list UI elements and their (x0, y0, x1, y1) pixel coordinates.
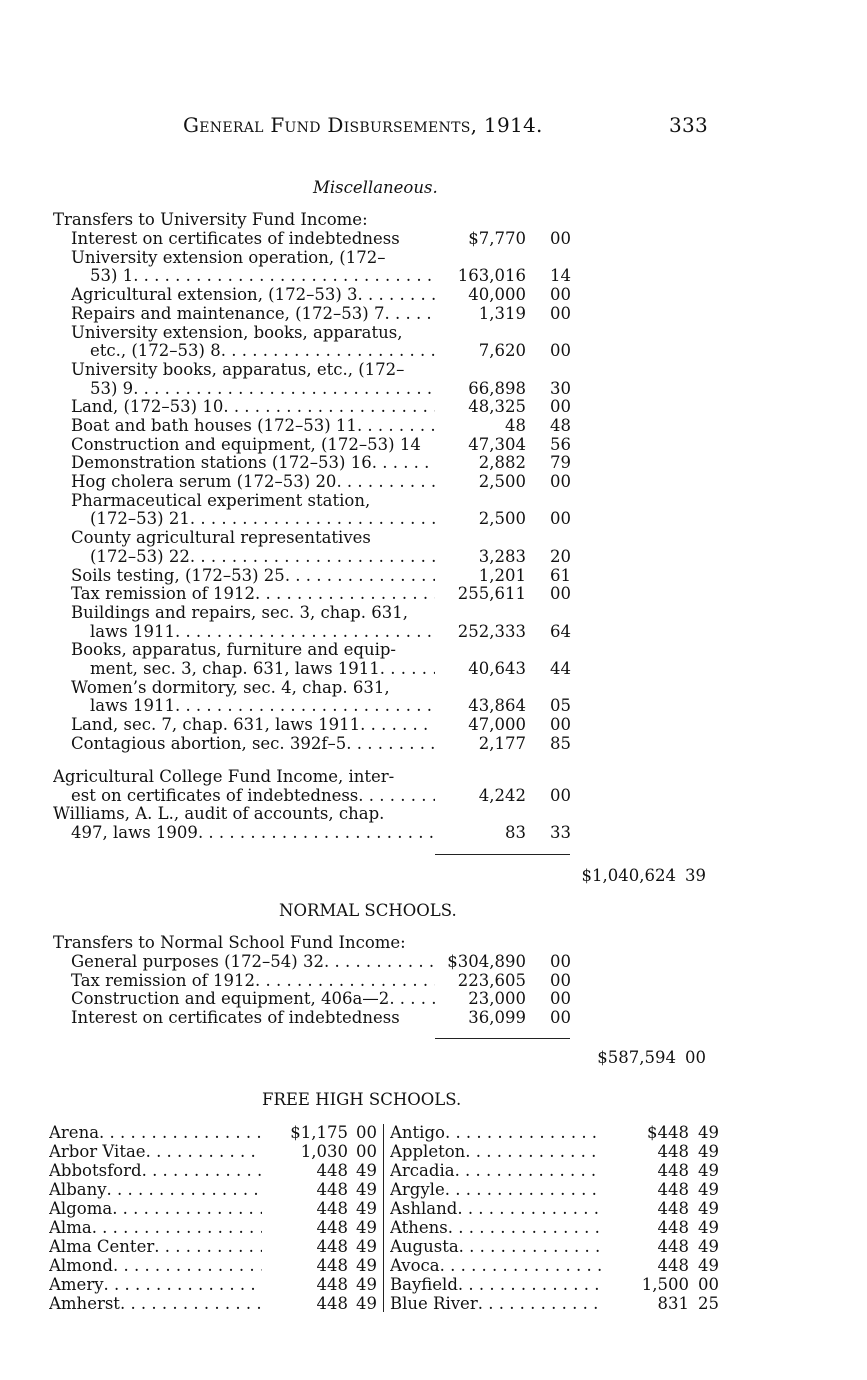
amount-cents: 05 (550, 696, 571, 716)
amount-cents: 00 (550, 509, 571, 529)
ledger-row (53, 679, 573, 716)
ledger-row (53, 768, 573, 805)
ledger-row-text (90, 548, 435, 567)
amount-cents: 00 (550, 952, 571, 971)
amount-dollars: $304,890 (447, 952, 526, 971)
ledger-row-text (53, 768, 435, 787)
school-name: Arena (49, 1124, 100, 1142)
school-amount-dollars: 448 (657, 1256, 689, 1275)
amount-dollars: $7,770 (468, 229, 526, 248)
ledger-row (53, 417, 573, 436)
ledger-row-label: Land, sec. 7, chap. 631, laws 1911 (71, 716, 361, 735)
school-name-cell (390, 1143, 602, 1162)
leader-dots (459, 1238, 602, 1257)
school-amount-cents: 49 (698, 1123, 719, 1142)
leader-dots (358, 286, 435, 305)
ledger-row-text (90, 342, 435, 361)
school-amount-cents: 49 (698, 1180, 719, 1199)
school-amount-dollars: 831 (657, 1294, 689, 1313)
amount-cents: 00 (550, 229, 571, 248)
amount-dollars: 1,201 (478, 565, 526, 585)
leader-dots (221, 342, 435, 361)
leader-dots (357, 417, 435, 436)
ledger-row (53, 529, 573, 566)
amount-cents: 79 (550, 453, 571, 473)
ledger-row-label: est on certificates of indebtedness (71, 786, 359, 805)
school-amount-cents: 49 (698, 1142, 719, 1161)
amount-cents: 20 (550, 546, 571, 566)
school-row (0, 1219, 867, 1238)
ledger-row-label: laws 1911 (90, 697, 175, 716)
amount-cents: 00 (550, 989, 571, 1009)
ledger-row (53, 735, 573, 754)
ledger-row-text (71, 436, 435, 455)
school-amount-cents: 49 (698, 1237, 719, 1256)
ledger-row-label: Repairs and maintenance, (172–53) 7 (71, 304, 385, 323)
ledger-row-text (71, 1009, 435, 1028)
school-name-cell (390, 1276, 602, 1295)
group-label-university-fund: Transfers to University Fund Income: (53, 210, 368, 229)
ledger-row-text (71, 230, 435, 249)
school-row (0, 1124, 867, 1143)
school-amount-dollars: 448 (657, 1161, 689, 1180)
school-name: Albany (49, 1181, 107, 1199)
leader-dots (336, 473, 435, 492)
normal-total-cents: 00 (685, 1048, 706, 1067)
school-name: Amery (49, 1276, 104, 1294)
leader-dots (478, 1295, 602, 1314)
school-row (0, 1181, 867, 1200)
leader-dots (324, 953, 435, 972)
amount-cents: 00 (550, 584, 571, 604)
amount-dollars: 2,882 (478, 453, 526, 473)
amount-dollars: 163,016 (457, 266, 526, 286)
school-amount-cents: 49 (356, 1294, 377, 1313)
school-amount-dollars: 448 (657, 1218, 689, 1237)
school-amount-cents: 49 (356, 1256, 377, 1275)
school-row (0, 1143, 867, 1162)
school-amount-dollars: $448 (647, 1123, 689, 1142)
ledger-row-text (71, 529, 435, 548)
amount-cents: 00 (550, 397, 571, 417)
school-amount-dollars: 448 (316, 1275, 348, 1294)
ledger-row-text (90, 660, 435, 679)
ledger-row-text (71, 454, 435, 473)
school-amount-cents: 49 (698, 1161, 719, 1180)
ledger-row-text (71, 679, 435, 698)
leader-dots (448, 1219, 602, 1238)
ledger-row-label: 497, laws 1909 (71, 824, 198, 843)
leader-dots (133, 267, 435, 286)
ledger-row (53, 641, 573, 678)
leader-dots (255, 585, 435, 604)
school-amount-dollars: 1,500 (641, 1275, 689, 1294)
ledger-row-label: (172–53) 21 (90, 510, 190, 529)
ledger-row-text (71, 492, 435, 511)
subtotal-rule (435, 854, 570, 855)
ledger-row-text (71, 286, 435, 305)
ledger-row-text (71, 735, 435, 754)
ledger-row-label: Interest on certificates of indebtedness (71, 1009, 400, 1028)
ledger-row-label: Land, (172–53) 10 (71, 398, 224, 417)
school-amount-cents: 00 (698, 1275, 719, 1294)
ledger-row (53, 324, 573, 361)
ledger-row (53, 953, 573, 972)
ledger-row-label: Construction and equipment, (172–53) 14 (71, 435, 421, 454)
school-amount-dollars: 448 (316, 1199, 348, 1218)
ledger-row (53, 716, 573, 735)
amount-cents: 14 (550, 266, 571, 286)
amount-dollars: 255,611 (457, 584, 526, 604)
school-amount-cents: 49 (698, 1256, 719, 1275)
leader-dots (190, 548, 435, 567)
ledger-row-label: General purposes (172–54) 32 (71, 953, 324, 971)
school-amount-dollars: 448 (657, 1180, 689, 1199)
school-amount-cents: 49 (356, 1199, 377, 1218)
school-amount-cents: 49 (356, 1218, 377, 1237)
school-amount-dollars: 448 (316, 1218, 348, 1237)
leader-dots (389, 990, 435, 1009)
leader-dots (372, 454, 435, 473)
ledger-row-label: (172–53) 22 (90, 547, 190, 566)
ledger-row (53, 972, 573, 991)
ledger-row-label: University extension operation, (172– (71, 248, 386, 267)
school-name: Bayfield (390, 1276, 458, 1294)
school-name: Argyle (390, 1181, 445, 1199)
amount-dollars: 36,099 (468, 1008, 526, 1028)
ledger-row-text (71, 324, 435, 343)
amount-dollars: 40,643 (468, 659, 526, 679)
misc-total-dollars: $1,040,624 (581, 866, 676, 885)
school-name: Amherst (49, 1295, 120, 1313)
ledger-row (53, 567, 573, 586)
ledger-row-text (90, 510, 435, 529)
ledger-row-text (71, 641, 435, 660)
ledger-row (53, 436, 573, 455)
school-row (0, 1295, 867, 1314)
ledger-row (53, 249, 573, 286)
misc-total-cents: 39 (685, 866, 706, 885)
leader-dots (198, 824, 435, 843)
ledger-row (53, 286, 573, 305)
leader-dots (455, 1162, 602, 1181)
school-name: Blue River (390, 1295, 478, 1313)
ledger-row-text (71, 398, 435, 417)
ledger-row (53, 398, 573, 417)
leader-dots (465, 1143, 602, 1162)
ledger-row-label: laws 1911 (90, 622, 175, 641)
ledger-row-text (53, 805, 435, 824)
page-title: General Fund Disbursements, 1914. (183, 113, 543, 137)
leader-dots (457, 1200, 602, 1219)
ledger-row (53, 805, 573, 842)
school-amount-dollars: 448 (316, 1256, 348, 1275)
school-row (0, 1162, 867, 1181)
school-name-cell (390, 1162, 602, 1181)
school-name-cell (390, 1238, 602, 1257)
amount-cents: 33 (550, 823, 571, 843)
amount-dollars: 3,283 (478, 546, 526, 566)
school-amount-dollars: 448 (316, 1294, 348, 1313)
normal-subtotal-rule (435, 1038, 570, 1039)
amount-cents: 00 (550, 472, 571, 492)
ledger-row (53, 361, 573, 398)
ledger-row-label: Soils testing, (172–53) 25 (71, 566, 285, 585)
school-amount-dollars: 448 (316, 1180, 348, 1199)
leader-dots (175, 623, 435, 642)
amount-dollars: 43,864 (468, 696, 526, 716)
leader-dots (458, 1276, 602, 1295)
leader-dots (358, 787, 435, 806)
section-heading-miscellaneous: Miscellaneous. (313, 178, 438, 197)
amount-dollars: 23,000 (468, 989, 526, 1009)
amount-cents: 44 (550, 659, 571, 679)
ledger-row-label: University extension, books, apparatus, (71, 323, 403, 342)
ledger-row (53, 492, 573, 529)
ledger-row (53, 990, 573, 1009)
ledger-row-label: Interest on certificates of indebtedness (71, 230, 400, 248)
ledger-row (53, 454, 573, 473)
school-amount-cents: 49 (698, 1218, 719, 1237)
leader-dots (380, 660, 435, 679)
leader-dots (384, 305, 435, 324)
school-amount-cents: 00 (356, 1142, 377, 1161)
leader-dots (440, 1257, 602, 1276)
ledger-row-label: 53) 1 (90, 267, 134, 286)
school-name: Alma Center (49, 1238, 155, 1256)
ledger-row-label: etc., (172–53) 8 (90, 342, 221, 361)
ledger-row-text (71, 953, 435, 972)
leader-dots (190, 510, 435, 529)
leader-dots (360, 716, 435, 735)
amount-cents: 00 (550, 341, 571, 361)
normal-total-dollars: $587,594 (597, 1048, 676, 1067)
ledger-row-text (71, 361, 435, 380)
amount-dollars: 2,500 (478, 509, 526, 529)
amount-dollars: 2,500 (478, 472, 526, 492)
amount-dollars: 252,333 (457, 621, 526, 641)
amount-dollars: 47,304 (468, 434, 526, 454)
ledger-row-label: ment, sec. 3, chap. 631, laws 1911 (90, 660, 380, 679)
ledger-row-label: University books, apparatus, etc., (172– (71, 360, 405, 379)
page-number: 333 (669, 113, 709, 137)
amount-cents: 00 (550, 303, 571, 323)
leader-dots (175, 697, 435, 716)
section-heading-normal-schools: NORMAL SCHOOLS. (279, 901, 457, 920)
school-amount-cents: 00 (356, 1123, 377, 1142)
school-amount-dollars: 448 (657, 1199, 689, 1218)
ledger-row (53, 473, 573, 492)
school-name-cell (390, 1181, 602, 1200)
school-name: Athens (390, 1219, 448, 1237)
school-row (0, 1257, 867, 1276)
ledger-row-text (90, 697, 435, 716)
school-name: Algoma (49, 1200, 113, 1218)
school-name: Almond (49, 1257, 113, 1275)
school-amount-cents: 49 (356, 1275, 377, 1294)
amount-dollars: 66,898 (468, 378, 526, 398)
ledger-row-text (71, 990, 435, 1009)
leader-dots (223, 398, 435, 417)
amount-dollars: 2,177 (478, 733, 526, 753)
ledger-row-label: Agricultural College Fund Income, inter- (53, 768, 395, 786)
amount-dollars: 48 (505, 416, 526, 435)
section-heading-free-high-schools: FREE HIGH SCHOOLS. (262, 1090, 462, 1109)
school-name: Augusta (390, 1238, 459, 1256)
ledger-row-text (71, 787, 435, 806)
amount-dollars: 223,605 (457, 970, 526, 990)
school-row (0, 1238, 867, 1257)
amount-dollars: 47,000 (468, 715, 526, 735)
ledger-row (53, 1009, 573, 1028)
school-name: Abbotsford (49, 1162, 142, 1180)
ledger-row-label: 53) 9 (90, 379, 134, 398)
school-amount-dollars: 448 (657, 1237, 689, 1256)
ledger-row-label: Tax remission of 1912 (71, 971, 255, 990)
amount-dollars: 83 (505, 823, 526, 843)
ledger-row-text (71, 567, 435, 586)
ledger-row-text (71, 716, 435, 735)
ledger-row-text (71, 473, 435, 492)
ledger-row-text (90, 380, 435, 399)
amount-cents: 00 (550, 785, 571, 805)
amount-dollars: 4,242 (478, 785, 526, 805)
school-amount-cents: 49 (698, 1199, 719, 1218)
school-amount-dollars: $1,175 (290, 1123, 348, 1142)
ledger-row-label: Hog cholera serum (172–53) 20 (71, 473, 337, 492)
ledger-row-label: Demonstration stations (172–53) 16 (71, 454, 372, 473)
ledger-row-label: Women’s dormitory, sec. 4, chap. 631, (71, 678, 390, 697)
ledger-row-label: Pharmaceutical experiment station, (71, 491, 371, 510)
amount-dollars: 40,000 (468, 285, 526, 305)
leader-dots (346, 735, 435, 754)
ledger-row-label: Williams, A. L., audit of accounts, chap. (53, 805, 385, 824)
school-name: Arcadia (390, 1162, 455, 1180)
school-row (0, 1276, 867, 1295)
ledger-row-label: Agricultural extension, (172–53) 3 (71, 286, 358, 305)
school-amount-dollars: 448 (657, 1142, 689, 1161)
ledger-row-text (71, 249, 435, 268)
school-name: Arbor Vitae (49, 1143, 146, 1161)
ledger-row-text (71, 305, 435, 324)
ledger-row-label: Tax remission of 1912 (71, 585, 255, 604)
ledger-row-label: Construction and equipment, 406a—2 (71, 990, 390, 1009)
ledger-row-label: Boat and bath houses (172–53) 11 (71, 417, 357, 435)
school-name-cell (390, 1124, 602, 1143)
amount-dollars: 48,325 (468, 397, 526, 417)
amount-cents: 00 (550, 715, 571, 735)
school-name-cell (390, 1257, 602, 1276)
leader-dots (133, 380, 435, 399)
amount-dollars: 1,319 (478, 303, 526, 323)
school-amount-cents: 49 (356, 1161, 377, 1180)
ledger-row-text (71, 604, 435, 623)
school-amount-dollars: 1,030 (300, 1142, 348, 1161)
amount-cents: 48 (550, 416, 571, 435)
amount-cents: 56 (550, 434, 571, 454)
school-name: Alma (49, 1219, 92, 1237)
school-name: Appleton (390, 1143, 466, 1161)
ledger-row (53, 585, 573, 604)
ledger-row-text (90, 267, 435, 286)
ledger-row-text (71, 417, 435, 436)
ledger-row (53, 604, 573, 641)
amount-cents: 00 (550, 285, 571, 305)
school-name-cell (390, 1200, 602, 1219)
ledger-row-text (71, 824, 435, 843)
ledger-row (53, 305, 573, 324)
amount-cents: 00 (550, 1008, 571, 1028)
amount-cents: 85 (550, 733, 571, 753)
ledger-row-label: County agricultural representatives (71, 529, 371, 548)
amount-cents: 30 (550, 378, 571, 398)
ledger-row-text (71, 972, 435, 991)
school-amount-cents: 25 (698, 1294, 719, 1313)
ledger-row-text (71, 585, 435, 604)
amount-cents: 61 (550, 565, 571, 585)
leader-dots (445, 1181, 602, 1200)
ledger-row-label: Buildings and repairs, sec. 3, chap. 631, (71, 604, 408, 622)
leader-dots (255, 972, 435, 991)
leader-dots (445, 1124, 602, 1143)
school-amount-cents: 49 (356, 1237, 377, 1256)
school-name-cell (390, 1295, 602, 1314)
ledger-row-label: Books, apparatus, furniture and equip- (71, 641, 397, 660)
school-amount-cents: 49 (356, 1180, 377, 1199)
school-name: Antigo (390, 1124, 445, 1142)
school-name-cell (390, 1219, 602, 1238)
ledger-row-label: Contagious abortion, sec. 392f–5 (71, 734, 347, 753)
group-label-normal-school-fund: Transfers to Normal School Fund Income: (53, 933, 406, 952)
ledger-row-text (90, 623, 435, 642)
school-name: Ashland (390, 1200, 458, 1218)
leader-dots (285, 567, 435, 586)
school-amount-dollars: 448 (316, 1161, 348, 1180)
ledger-row (53, 230, 573, 249)
amount-dollars: 7,620 (478, 341, 526, 361)
amount-cents: 64 (550, 621, 571, 641)
school-amount-dollars: 448 (316, 1237, 348, 1256)
school-row (0, 1200, 867, 1219)
amount-cents: 00 (550, 970, 571, 990)
school-name: Avoca (390, 1257, 440, 1275)
